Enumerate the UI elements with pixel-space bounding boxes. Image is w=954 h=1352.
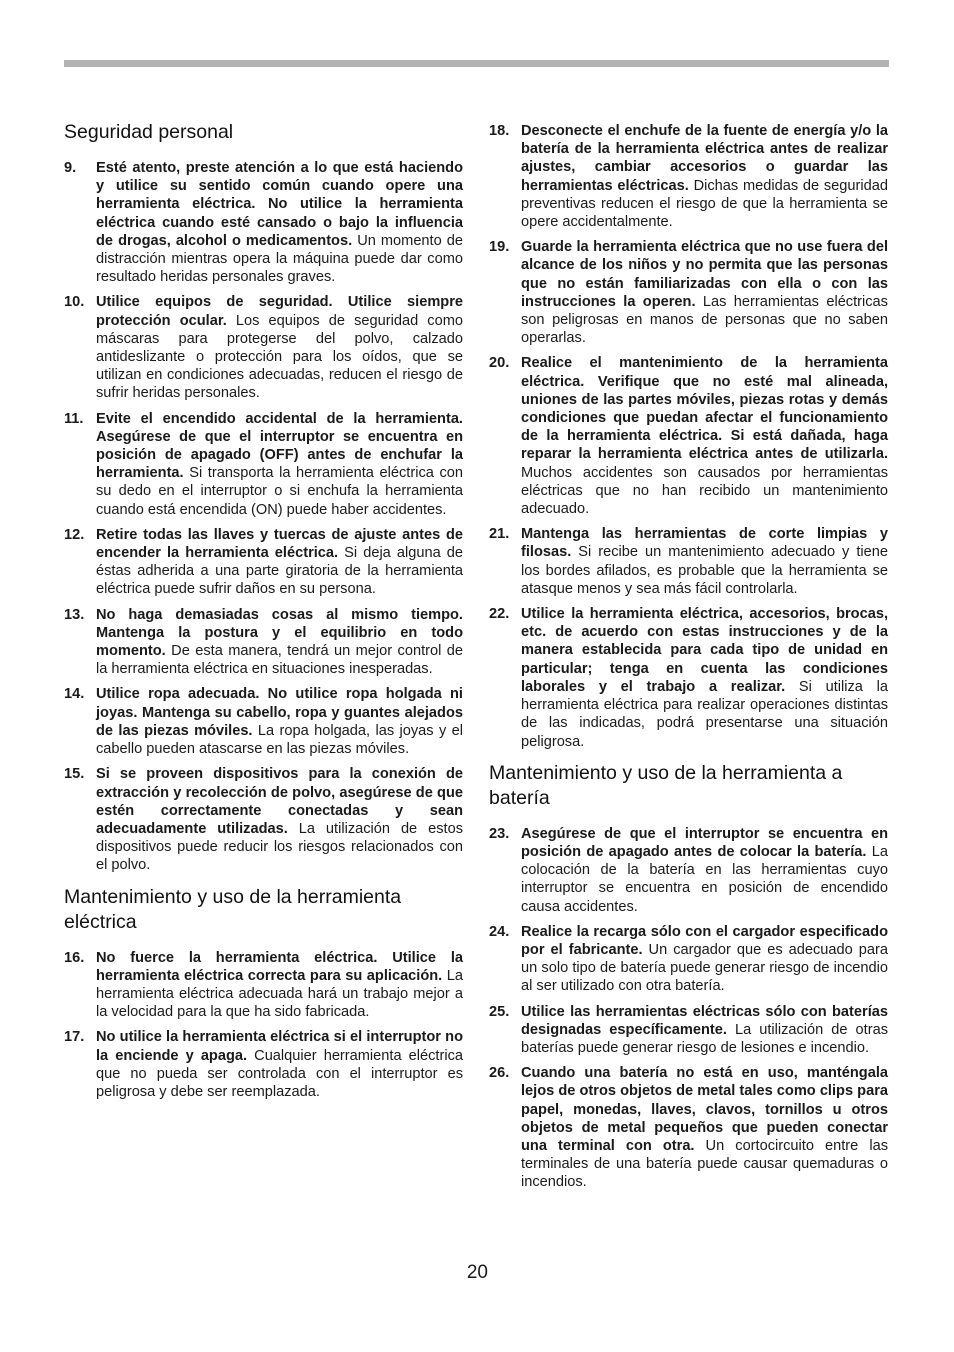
list-item: 20. Realice el mantenimiento de la herramienta eléctrica. Verifique que no esté mal alineada, uniones de las partes móviles, piezas rotas y demás condiciones que puedan afectar el funcionamiento de la herramienta eléctrica. Si está dañada, haga reparar la herramienta eléctrica antes de utilizarla. Muchos accidentes son causados por herramientas eléctricas que no han recibido un mantenimiento adecuado. bbox=[489, 355, 888, 518]
list-item: 11. Evite el encendido accidental de la herramienta. Asegúrese de que el interruptor se encuentra en posición de apagado (OFF) antes de enchufar la herramienta. Si transporta la herramienta eléctrica con su dedo en el interruptor o si enchufa la herramienta cuando está encendida (ON) puede haber accidentes. bbox=[64, 410, 463, 518]
list-item: 24. Realice la recarga sólo con el cargador especificado por el fabricante. Un cargador que es adecuado para un solo tipo de batería puede generar riesgo de incendio al ser utilizado con otra batería. bbox=[489, 923, 888, 995]
list-item: 9. Esté atento, preste atención a lo que está haciendo y utilice su sentido común cuando opere una herramienta eléctrica. No utilice la herramienta eléctrica cuando esté cansado o bajo la influencia de drogas, alcohol o medicamentos. Un momento de distracción mientras opera la máquina puede dar como resultado heridas personales graves. bbox=[64, 160, 463, 286]
list-item: 26. Cuando una batería no está en uso, manténgala lejos de otros objetos de metal tales como clips para papel, monedas, llaves, clavos, tornillos u otros objetos de metal pequeños que pueden conectar una terminal con otra. Un cortocircuito entre las terminales de una batería puede causar quemaduras o incendios. bbox=[489, 1065, 888, 1191]
section-heading-power-tool-maintenance: Mantenimiento y uso de la herramienta eléctrica bbox=[64, 885, 402, 933]
section-heading-battery-tool-maintenance: Mantenimiento y uso de la herramienta a batería bbox=[489, 761, 843, 809]
list-item: 14. Utilice ropa adecuada. No utilice ropa holgada ni joyas. Mantenga su cabello, ropa y guantes alejados de las piezas móviles. La ropa holgada, las joyas y el cabello pueden atascarse en las piezas móviles. bbox=[64, 686, 463, 758]
left-column bbox=[64, 120, 463, 1108]
page-number: 20 bbox=[466, 1262, 488, 1283]
header-rule bbox=[64, 60, 889, 67]
list-item: 23. Asegúrese de que el interruptor se encuentra en posición de apagado antes de colocar la batería. La colocación de la batería en las herramientas cuyo interruptor se encuentra en posición de encendido causa accidentes. bbox=[489, 825, 888, 915]
list-item: 18. Desconecte el enchufe de la fuente de energía y/o la batería de la herramienta eléctrica antes de realizar ajustes, cambiar accesorios o guardar las herramientas eléctricas. Dichas medidas de seguridad preventivas reducen el riesgo de que la herramienta se opere accidentalmente. bbox=[489, 123, 888, 231]
list-item: 19. Guarde la herramienta eléctrica que no use fuera del alcance de los niños y no permita que las personas que no están familiarizadas con ella o con las instrucciones la operen. Las herramientas eléctricas son peligrosas en manos de personas que no saben operarlas. bbox=[489, 239, 888, 347]
maintenance-list-continued bbox=[489, 122, 888, 751]
power-tool-maintenance-list bbox=[64, 949, 463, 1102]
list-item: 13. No haga demasiadas cosas al mismo tiempo. Mantenga la postura y el equilibrio en todo momento. De esta manera, tendrá un mejor control de la herramienta eléctrica en situaciones inesperadas. bbox=[64, 606, 463, 678]
list-item: 15. Si se proveen dispositivos para la conexión de extracción y recolección de polvo, asegúrese de que estén correctamente conectadas y sean adecuadamente utilizadas. La utilización de estos dispositivos puede reducir los riesgos relacionados con el polvo. bbox=[64, 766, 463, 874]
list-item: 10. Utilice equipos de seguridad. Utilice siempre protección ocular. Los equipos de seguridad como máscaras para protegerse del polvo, calzado antideslizante o protección para los oídos, que se utilizan en condiciones adecuadas, reducen el riesgo de sufrir heridas personales. bbox=[64, 294, 463, 402]
list-item: 21. Mantenga las herramientas de corte limpias y filosas. Si recibe un mantenimiento adecuado y tiene los bordes afilados, es probable que la herramienta se atasque menos y sea más fácil controlarla. bbox=[489, 526, 888, 597]
list-item: 25. Utilice las herramientas eléctricas sólo con baterías designadas específicamente. La utilización de otras baterías puede generar riesgo de lesiones e incendio. bbox=[489, 1003, 888, 1056]
list-item: 22. Utilice la herramienta eléctrica, accesorios, brocas, etc. de acuerdo con estas instrucciones y de la manera establecida para cada tipo de unidad en particular; tenga en cuenta las condiciones laborales y el trabajo a realizar. Si utiliza la herramienta eléctrica para realizar operaciones distintas de las indicadas, podrá presentarse una situación peligrosa. bbox=[489, 606, 889, 750]
right-column bbox=[489, 122, 888, 1199]
list-item: 16. No fuerce la herramienta eléctrica. Utilice la herramienta eléctrica correcta para su aplicación. La herramienta eléctrica adecuada hará un trabajo mejor a la velocidad para la que ha sido fabricada. bbox=[64, 949, 463, 1021]
list-item: 12. Retire todas las llaves y tuercas de ajuste antes de encender la herramienta eléctrica. Si deja alguna de éstas adherida a una parte giratoria de la herramienta eléctrica puede sufrir daños en su persona. bbox=[64, 526, 463, 598]
battery-tool-list bbox=[489, 825, 888, 1192]
list-item: 17. No utilice la herramienta eléctrica si el interruptor no la enciende y apaga. Cualquier herramienta eléctrica que no pueda ser controlada con el interruptor es peligrosa y debe ser reemplazada. bbox=[64, 1029, 464, 1100]
section-heading-personal-safety: Seguridad personal bbox=[64, 121, 234, 143]
personal-safety-list bbox=[64, 159, 463, 875]
